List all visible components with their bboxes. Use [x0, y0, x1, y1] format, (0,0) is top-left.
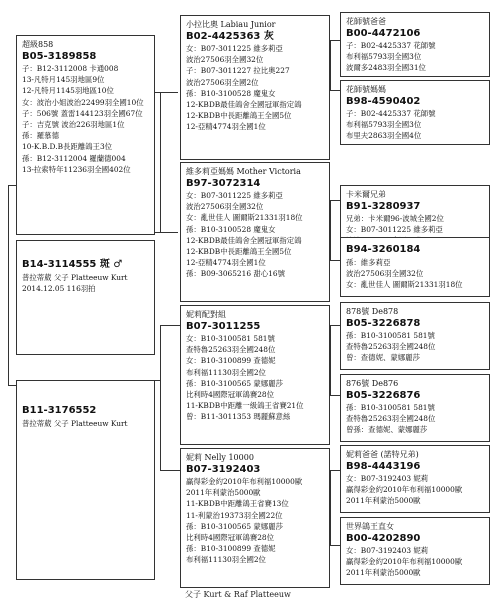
card-line: 曾：查德妮、蒙娜麗莎 — [346, 353, 420, 363]
ring-number: B91-3280937 — [346, 200, 421, 212]
ring-number: B00-4202890 — [346, 532, 421, 544]
subject-line: 普拉蒂葳 父子 Platteeuw Kurt — [22, 418, 128, 428]
card-line: 11-KBDB中距離鴿王省賽13位 — [186, 499, 289, 509]
card-line: 贏得彩金約2010年布利福10000歐 — [346, 557, 463, 567]
ring-number: B94-3260184 — [346, 244, 421, 255]
card-line: 孫：維多莉亞 — [346, 257, 391, 267]
card-line: 女：B07-3011225 維多莉亞 — [186, 44, 283, 53]
card-line: 子：B12-3112008 卡通008 — [22, 64, 119, 73]
card-line: 波治27506羽全國32位 — [346, 268, 424, 278]
card-title: 妮莉 Nelly 10000 — [186, 453, 254, 462]
card-title: 超級858 — [22, 40, 54, 49]
connector-line — [330, 325, 340, 326]
card-line: 子：B02-4425337 花師號 — [346, 109, 436, 118]
card-title: 妮莉配對組 — [186, 310, 226, 319]
card-line: 13-拉索特年11236羽全國402位 — [22, 164, 131, 174]
sire-ring-number: B14-3114555 斑 ♂ — [22, 259, 123, 270]
card-line: 比利時4國際冠軍鴿賽28位 — [186, 390, 275, 400]
card-line: 波治27506羽全國32位 — [186, 202, 264, 212]
great-grandparent-card — [340, 517, 490, 585]
card-line: 波治27506羽全國32位 — [186, 55, 264, 65]
subject-ring-number: B11-3176552 — [22, 405, 97, 416]
card-line: 女：B10-3100899 查德妮 — [186, 356, 276, 366]
card-line: 孫：B10-3100581 581號 — [346, 403, 435, 412]
subject-card — [16, 380, 155, 580]
card-line: 女：B07-3011225 維多莉亞 — [186, 191, 283, 200]
connector-line — [330, 395, 340, 396]
connector-line — [155, 92, 178, 93]
card-line: 曾：B11-3011353 瑪麗蘇意絲 — [186, 412, 291, 422]
card-line: 12-KBDB中長距離鴿王全國5位 — [186, 247, 292, 257]
dam-card — [180, 305, 330, 445]
connector-line — [160, 92, 161, 232]
great-grandparent-card — [340, 445, 490, 513]
card-line: 布利福5793羽全國3位 — [346, 120, 422, 130]
ring-number: B98-4443196 — [346, 460, 421, 472]
card-line: 12-KBDB最佳鴿舍全國冠軍指定鴿 — [186, 100, 302, 110]
card-line: 贏得彩金約2010年布利福10000歐 — [346, 485, 463, 495]
card-line: 12-KBDB最佳鴿舍全國冠軍指定鴿 — [186, 235, 302, 245]
connector-line — [330, 470, 331, 545]
card-line: 查特魯25263羽全國248位 — [346, 342, 436, 352]
card-line: 孫：B09-3065216 甜心16號 — [186, 269, 285, 279]
ring-number: B07-3192403 — [186, 463, 261, 475]
ring-number: B07-3011255 — [186, 320, 261, 332]
dam-dam-card — [180, 448, 330, 588]
ring-number: B98-4590402 — [346, 95, 421, 107]
connector-line — [330, 260, 340, 261]
connector-line — [8, 385, 16, 386]
card-line: 13-凡特月145羽地區9位 — [22, 75, 105, 85]
card-line: 12-凡特月1145羽地區10位 — [22, 86, 114, 96]
card-line: 曾孫：查德妮、蒙娜麗莎 — [346, 425, 428, 435]
ring-number: B05-3226876 — [346, 389, 421, 401]
card-line: 女：亂世佳人 圖爾斯21331羽18位 — [346, 279, 463, 289]
card-line: 布利福5793羽全國3位 — [346, 52, 422, 62]
connector-line — [155, 232, 178, 233]
card-line: 布里夫2863羽全國4位 — [346, 131, 422, 141]
card-line: 波治27506羽全國2位 — [186, 77, 259, 87]
card-line: 10-K.B.D.B長距離鴿王3位 — [22, 142, 113, 152]
card-line: 兄弟：卡米爾96-波城全國2位 — [346, 214, 444, 223]
connector-line — [8, 185, 16, 186]
card-line: 2011年利蒙治5000歐 — [186, 488, 261, 498]
card-line: 贏得彩金約2010年布利福10000歐 — [186, 477, 303, 486]
connector-line — [330, 40, 340, 41]
card-line: 女：亂世佳人 圖爾斯21331羽18位 — [186, 213, 303, 223]
sire-line: 2014.12.05 116羽拍 — [22, 283, 96, 293]
connector-line — [330, 325, 331, 395]
sire-sire-sire-card — [180, 15, 330, 160]
card-title: 妮莉爸爸 (諾特兄弟) — [346, 450, 419, 459]
card-line: 11-KBDB中距離一級鴿王省賽21位 — [186, 401, 304, 411]
card-line: 子：506號 蓋雷144123羽全國67位 — [22, 108, 143, 118]
connector-line — [330, 200, 340, 201]
great-grandparent-card — [340, 237, 490, 297]
connector-line — [330, 200, 331, 260]
connector-line — [330, 545, 340, 546]
card-line: 布利福11130羽全國2位 — [186, 367, 266, 377]
connector-line — [160, 470, 180, 471]
card-title: 世界鴿王直女 — [346, 522, 394, 531]
card-line: 布利福11130羽全國2位 — [186, 555, 266, 565]
card-line: 女：B07-3192403 妮莉 — [346, 546, 429, 555]
connector-line — [160, 325, 180, 326]
great-grandparent-card — [340, 12, 490, 77]
card-line: 孫：B12-3112004 羅蘭德004 — [22, 153, 126, 163]
card-line: 子：B02-4425337 花師號 — [346, 41, 436, 50]
card-line: 孫：B10-3100565 蒙娜麗莎 — [186, 378, 283, 388]
connector-line — [330, 90, 340, 91]
ring-number: B00-4472106 — [346, 27, 421, 39]
card-line: 查特魯25263羽全國248位 — [186, 345, 276, 355]
ring-number: B05-3226878 — [346, 317, 421, 329]
card-line: 子：吉克號 波治226羽地區1位 — [22, 120, 125, 130]
ring-number: B97-3072314 — [186, 177, 261, 189]
card-line: 女：波治小姐波治22499羽全國10位 — [22, 97, 144, 107]
breeder-footer: 父子 Kurt & Raf Platteeuw — [185, 590, 291, 599]
sire-line: 普拉蒂葳 父子 Platteeuw Kurt — [22, 272, 128, 282]
card-line: 孫：B10-3100528 魔鬼女 — [186, 88, 276, 98]
connector-line — [155, 380, 160, 381]
card-title: 878號 De878 — [346, 307, 399, 316]
card-title: 小拉比奧 Labiau Junior — [186, 20, 276, 29]
card-line: 女：B10-3100581 581號 — [186, 334, 275, 343]
great-grandparent-card — [340, 374, 490, 442]
sire-sire-dam-card — [180, 162, 330, 302]
card-line: 孫：B10-3100528 魔鬼女 — [186, 224, 276, 234]
connector-line — [160, 325, 161, 470]
sire-card — [16, 240, 155, 355]
card-title: 花師號爸爸 — [346, 17, 386, 26]
card-line: 孫：B10-3100899 查德妮 — [186, 544, 276, 554]
card-title: 維多莉亞媽媽 Mother Victoria — [186, 167, 301, 176]
connector-line — [8, 185, 9, 385]
card-line: 子：B07-3011227 拉比奧227 — [186, 66, 290, 76]
card-line: 11-利蒙治19373羽全國22位 — [186, 510, 283, 520]
card-line: 孫：B10-3100565 蒙娜麗莎 — [186, 521, 283, 531]
card-line: 孫：B10-3100581 581號 — [346, 331, 435, 340]
card-line: 女：B07-3011225 維多莉亞 — [346, 225, 443, 235]
card-line: 查特魯25263羽全國248位 — [346, 414, 436, 424]
connector-line — [330, 470, 340, 471]
card-line: 2011年利蒙治5000歐 — [346, 568, 421, 578]
card-title: 卡米爾兄弟 — [346, 190, 386, 199]
card-title: 876號 De876 — [346, 379, 399, 388]
great-grandparent-card — [340, 80, 490, 145]
card-line: 12-KBDB中長距離鴿王全國5位 — [186, 111, 292, 121]
card-title: 花師號媽媽 — [346, 85, 386, 94]
card-line: 2011年利蒙治5000歐 — [346, 496, 421, 506]
card-line: 女：B07-3192403 妮莉 — [346, 474, 429, 483]
connector-line — [330, 40, 331, 90]
card-line: 比利時4國際冠軍鴿賽28位 — [186, 533, 275, 543]
card-line: 12-亞精4774羽全國1位 — [186, 122, 266, 132]
sire-sire-card — [16, 35, 155, 235]
great-grandparent-card — [340, 185, 490, 245]
great-grandparent-card — [340, 302, 490, 370]
ring-number: B05-3189858 — [22, 50, 97, 62]
card-line: 波爾多2483羽全國31位 — [346, 63, 426, 73]
card-line: 12-亞精4774羽全國1位 — [186, 258, 266, 268]
card-line: 孫：羅慕德 — [22, 131, 59, 141]
ring-number: B02-4425363 灰 — [186, 30, 274, 42]
